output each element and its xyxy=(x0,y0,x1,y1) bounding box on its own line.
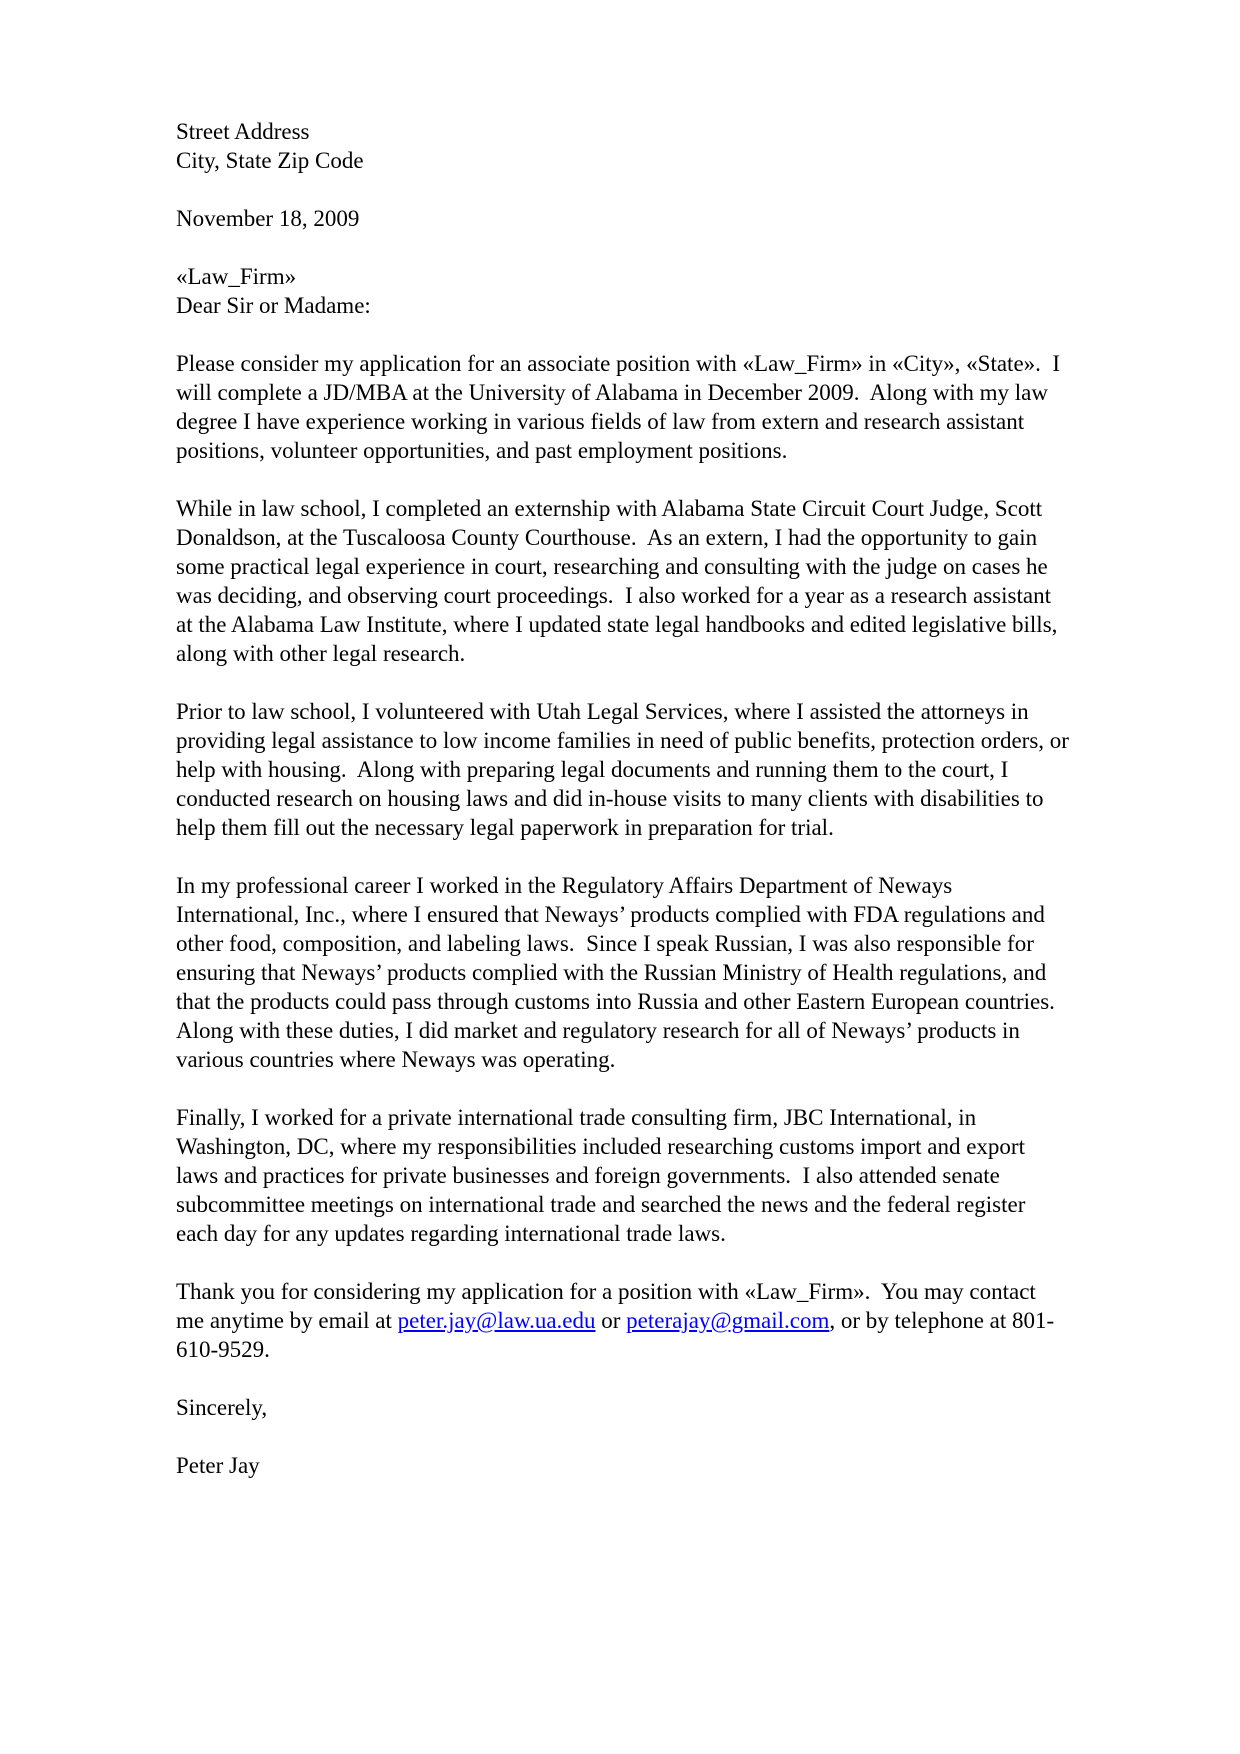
date-block xyxy=(176,204,1161,233)
body-line: along with other legal research. xyxy=(176,641,466,666)
body-line: help them fill out the necessary legal paperwork in preparation for trial. xyxy=(176,815,834,840)
body-line: Prior to law school, I volunteered with Utah Legal Services, where I assisted the attorneys in xyxy=(176,699,1029,724)
body-line: various countries where Neways was operating. xyxy=(176,1047,616,1072)
letter-body xyxy=(176,349,1161,1364)
body-line: Along with these duties, I did market and regulatory research for all of Neways’ products in xyxy=(176,1018,1020,1043)
body-line: that the products could pass through customs into Russia and other Eastern European countries. xyxy=(176,989,1055,1014)
body-line: laws and practices for private businesses and foreign governments. I also attended senate xyxy=(176,1163,1000,1188)
body-line: Finally, I worked for a private international trade consulting firm, JBC International, in xyxy=(176,1105,977,1130)
body-line: Washington, DC, where my responsibilities included researching customs import and export xyxy=(176,1134,1025,1159)
body-paragraph xyxy=(176,697,1161,842)
body-paragraph xyxy=(176,1277,1161,1364)
body-line: Thank you for considering my application for a position with «Law_Firm». You may contact xyxy=(176,1279,1036,1304)
sender-address xyxy=(176,117,1161,175)
body-line: In my professional career I worked in the Regulatory Affairs Department of Neways xyxy=(176,873,953,898)
sender-address-line: Street Address xyxy=(176,119,310,144)
body-line: each day for any updates regarding international trade laws. xyxy=(176,1221,726,1246)
body-line: International, Inc., where I ensured that Neways’ products complied with FDA regulations and xyxy=(176,902,1045,927)
body-line: degree I have experience working in various fields of law from extern and research assistant xyxy=(176,409,1025,434)
sender-address-line: City, State Zip Code xyxy=(176,148,364,173)
salutation: Dear Sir or Madame: xyxy=(176,293,371,318)
body-text-segment: , or by telephone at 801- xyxy=(829,1308,1055,1333)
recipient-block xyxy=(176,262,1161,320)
body-line: providing legal assistance to low income families in need of public benefits, protection orders, or xyxy=(176,728,1069,753)
body-line: Donaldson, at the Tuscaloosa County Courthouse. As an extern, I had the opportunity to gain xyxy=(176,525,1038,550)
body-line: some practical legal experience in court, researching and consulting with the judge on cases he xyxy=(176,554,1048,579)
body-text-segment: me anytime by email at xyxy=(176,1308,398,1333)
body-line: positions, volunteer opportunities, and past employment positions. xyxy=(176,438,788,463)
recipient-name: «Law_Firm» xyxy=(176,264,297,289)
letter-date: November 18, 2009 xyxy=(176,206,360,231)
body-line: at the Alabama Law Institute, where I updated state legal handbooks and edited legislative bills, xyxy=(176,612,1058,637)
body-line: While in law school, I completed an externship with Alabama State Circuit Court Judge, Scott xyxy=(176,496,1043,521)
body-line xyxy=(176,1306,1161,1335)
body-line: conducted research on housing laws and did in-house visits to many clients with disabilities to xyxy=(176,786,1044,811)
body-line: will complete a JD/MBA at the University of Alabama in December 2009. Along with my law xyxy=(176,380,1048,405)
body-paragraph xyxy=(176,494,1161,668)
body-paragraph xyxy=(176,349,1161,465)
body-line: was deciding, and observing court proceedings. I also worked for a year as a research assistant xyxy=(176,583,1051,608)
email-link[interactable]: peter.jay@law.ua.edu xyxy=(397,1308,596,1333)
closing: Sincerely, xyxy=(176,1395,268,1420)
signature-name: Peter Jay xyxy=(176,1453,260,1478)
body-text-segment: or xyxy=(595,1308,627,1333)
body-line: subcommittee meetings on international trade and searched the news and the federal register xyxy=(176,1192,1026,1217)
email-link[interactable]: peterajay@gmail.com xyxy=(626,1308,830,1333)
letter-content xyxy=(176,117,1161,1509)
body-line: ensuring that Neways’ products complied with the Russian Ministry of Health regulations, and xyxy=(176,960,1047,985)
body-paragraph xyxy=(176,871,1161,1074)
signature-block xyxy=(176,1451,1161,1480)
closing-block xyxy=(176,1393,1161,1422)
body-line: other food, composition, and labeling laws. Since I speak Russian, I was also responsible for xyxy=(176,931,1034,956)
body-line: 610-9529. xyxy=(176,1337,270,1362)
body-paragraph xyxy=(176,1103,1161,1248)
body-line: Please consider my application for an associate position with «Law_Firm» in «City», «State». I xyxy=(176,351,1061,376)
body-line: help with housing. Along with preparing legal documents and running them to the court, I xyxy=(176,757,1009,782)
